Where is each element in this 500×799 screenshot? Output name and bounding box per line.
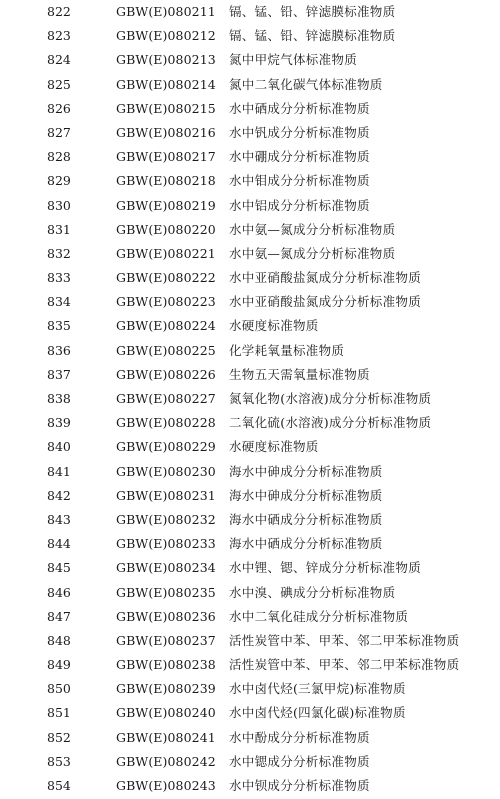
row-number: 845: [47, 560, 71, 576]
table-row: [0, 145, 500, 169]
material-name: 水中硒成分分析标准物质: [229, 100, 370, 116]
material-code: GBW(E)080224: [116, 318, 216, 334]
material-code: GBW(E)080242: [116, 753, 216, 769]
material-code: GBW(E)080237: [116, 632, 216, 648]
material-name: 水中卤代烃(四氯化碳)标准物质: [229, 705, 406, 721]
table-row: [0, 411, 500, 435]
material-name: 海水中砷成分分析标准物质: [229, 463, 383, 479]
table-row: [0, 266, 500, 290]
row-number: 853: [47, 753, 71, 769]
material-code: GBW(E)080241: [116, 729, 216, 745]
row-number: 834: [47, 294, 71, 310]
material-name: 水中钼成分分析标准物质: [229, 173, 370, 189]
row-number: 833: [47, 270, 71, 286]
material-code: GBW(E)080229: [116, 439, 216, 455]
table-row: [0, 484, 500, 508]
row-number: 847: [47, 608, 71, 624]
row-number: 840: [47, 439, 71, 455]
material-code: GBW(E)080217: [116, 149, 216, 165]
table-row: [0, 435, 500, 459]
row-number: 832: [47, 245, 71, 261]
table-row: [0, 726, 500, 750]
material-name: 水中二氧化硅成分分析标准物质: [229, 608, 409, 624]
material-code: GBW(E)080221: [116, 245, 216, 261]
material-code: GBW(E)080214: [116, 76, 216, 92]
material-name: 活性炭管中苯、甲苯、邻二甲苯标准物质: [229, 632, 460, 648]
table-row: [0, 339, 500, 363]
row-number: 824: [47, 52, 71, 68]
table-row: [0, 605, 500, 629]
table-row: [0, 363, 500, 387]
row-number: 839: [47, 415, 71, 431]
row-number: 837: [47, 366, 71, 382]
material-name: 水中锶成分分析标准物质: [229, 753, 370, 769]
material-code: GBW(E)080243: [116, 778, 216, 793]
material-code: GBW(E)080225: [116, 342, 216, 358]
row-number: 836: [47, 342, 71, 358]
material-code: GBW(E)080234: [116, 560, 216, 576]
row-number: 843: [47, 511, 71, 527]
material-name: 水中铝成分分析标准物质: [229, 197, 370, 213]
material-code: GBW(E)080222: [116, 270, 216, 286]
material-name: 镉、锰、铅、锌滤膜标准物质: [229, 28, 396, 44]
table-row: [0, 242, 500, 266]
row-number: 849: [47, 657, 71, 673]
material-name: 水中钡成分分析标准物质: [229, 778, 370, 793]
table-row: [0, 460, 500, 484]
material-name: 生物五天需氧量标准物质: [229, 366, 370, 382]
table-row: [0, 314, 500, 338]
table-row: [0, 774, 500, 798]
material-name: 化学耗氧量标准物质: [229, 342, 345, 358]
material-name: 海水中硒成分分析标准物质: [229, 536, 383, 552]
material-name: 水中钒成分分析标准物质: [229, 124, 370, 140]
material-code: GBW(E)080236: [116, 608, 216, 624]
material-code: GBW(E)080227: [116, 391, 216, 406]
material-name: 水中氨—氮成分分析标准物质: [229, 245, 396, 261]
row-number: 830: [47, 197, 71, 213]
material-name: 氮氧化物(水溶液)成分分析标准物质: [229, 391, 432, 406]
row-number: 844: [47, 536, 71, 552]
table-row: [0, 653, 500, 677]
material-code: GBW(E)080223: [116, 294, 216, 310]
row-number: 851: [47, 705, 71, 721]
material-code: GBW(E)080226: [116, 366, 216, 382]
material-name: 氮中甲烷气体标准物质: [229, 52, 358, 68]
row-number: 848: [47, 632, 71, 648]
row-number: 822: [47, 4, 71, 19]
table-row: [0, 532, 500, 556]
material-name: 水中锂、锶、锌成分分析标准物质: [229, 560, 422, 576]
material-code: GBW(E)080213: [116, 52, 216, 68]
table-row: [0, 290, 500, 314]
material-code: GBW(E)080220: [116, 221, 216, 237]
row-number: 823: [47, 28, 71, 44]
row-number: 842: [47, 487, 71, 503]
table-row: [0, 218, 500, 242]
material-code: GBW(E)080231: [116, 487, 216, 503]
material-code: GBW(E)080218: [116, 173, 216, 189]
table-row: [0, 629, 500, 653]
material-name: 水中亚硝酸盐氮成分分析标准物质: [229, 294, 422, 310]
material-code: GBW(E)080211: [116, 4, 216, 19]
material-name: 水中酚成分分析标准物质: [229, 729, 370, 745]
table-row: [0, 581, 500, 605]
material-name: 水中溴、碘成分分析标准物质: [229, 584, 396, 600]
material-name: 水硬度标准物质: [229, 318, 319, 334]
material-code: GBW(E)080216: [116, 124, 216, 140]
material-name: 水中氨—氮成分分析标准物质: [229, 221, 396, 237]
table-row: [0, 169, 500, 193]
material-code: GBW(E)080233: [116, 536, 216, 552]
material-name: 海水中硒成分分析标准物质: [229, 511, 383, 527]
table-row: [0, 556, 500, 580]
material-name: 镉、锰、铅、锌滤膜标准物质: [229, 4, 396, 19]
table-row: [0, 194, 500, 218]
row-number: 829: [47, 173, 71, 189]
table-row: [0, 121, 500, 145]
material-code: GBW(E)080238: [116, 657, 216, 673]
row-number: 852: [47, 729, 71, 745]
material-name: 水中硼成分分析标准物质: [229, 149, 370, 165]
table-row: [0, 508, 500, 532]
material-code: GBW(E)080235: [116, 584, 216, 600]
row-number: 825: [47, 76, 71, 92]
material-name: 活性炭管中苯、甲苯、邻二甲苯标准物质: [229, 657, 460, 673]
table-row: [0, 73, 500, 97]
row-number: 850: [47, 681, 71, 697]
row-number: 854: [47, 778, 71, 793]
table-row: [0, 677, 500, 701]
material-code: GBW(E)080232: [116, 511, 216, 527]
table-row: [0, 0, 500, 24]
material-code: GBW(E)080212: [116, 28, 216, 44]
row-number: 831: [47, 221, 71, 237]
material-code: GBW(E)080215: [116, 100, 216, 116]
row-number: 826: [47, 100, 71, 116]
row-number: 835: [47, 318, 71, 334]
material-code: GBW(E)080228: [116, 415, 216, 431]
row-number: 828: [47, 149, 71, 165]
material-code: GBW(E)080239: [116, 681, 216, 697]
table-row: [0, 48, 500, 72]
material-code: GBW(E)080240: [116, 705, 216, 721]
table-row: [0, 97, 500, 121]
material-name: 海水中砷成分分析标准物质: [229, 487, 383, 503]
row-number: 838: [47, 391, 71, 406]
material-name: 水硬度标准物质: [229, 439, 319, 455]
row-number: 841: [47, 463, 71, 479]
material-name: 氮中二氧化碳气体标准物质: [229, 76, 383, 92]
table-row: [0, 387, 500, 411]
table-row: [0, 24, 500, 48]
row-number: 846: [47, 584, 71, 600]
table-row: [0, 750, 500, 774]
material-name: 水中卤代烃(三氯甲烷)标准物质: [229, 681, 406, 697]
material-code: GBW(E)080219: [116, 197, 216, 213]
table-row: [0, 701, 500, 725]
row-number: 827: [47, 124, 71, 140]
material-code: GBW(E)080230: [116, 463, 216, 479]
material-name: 二氧化硫(水溶液)成分分析标准物质: [229, 415, 432, 431]
material-name: 水中亚硝酸盐氮成分分析标准物质: [229, 270, 422, 286]
